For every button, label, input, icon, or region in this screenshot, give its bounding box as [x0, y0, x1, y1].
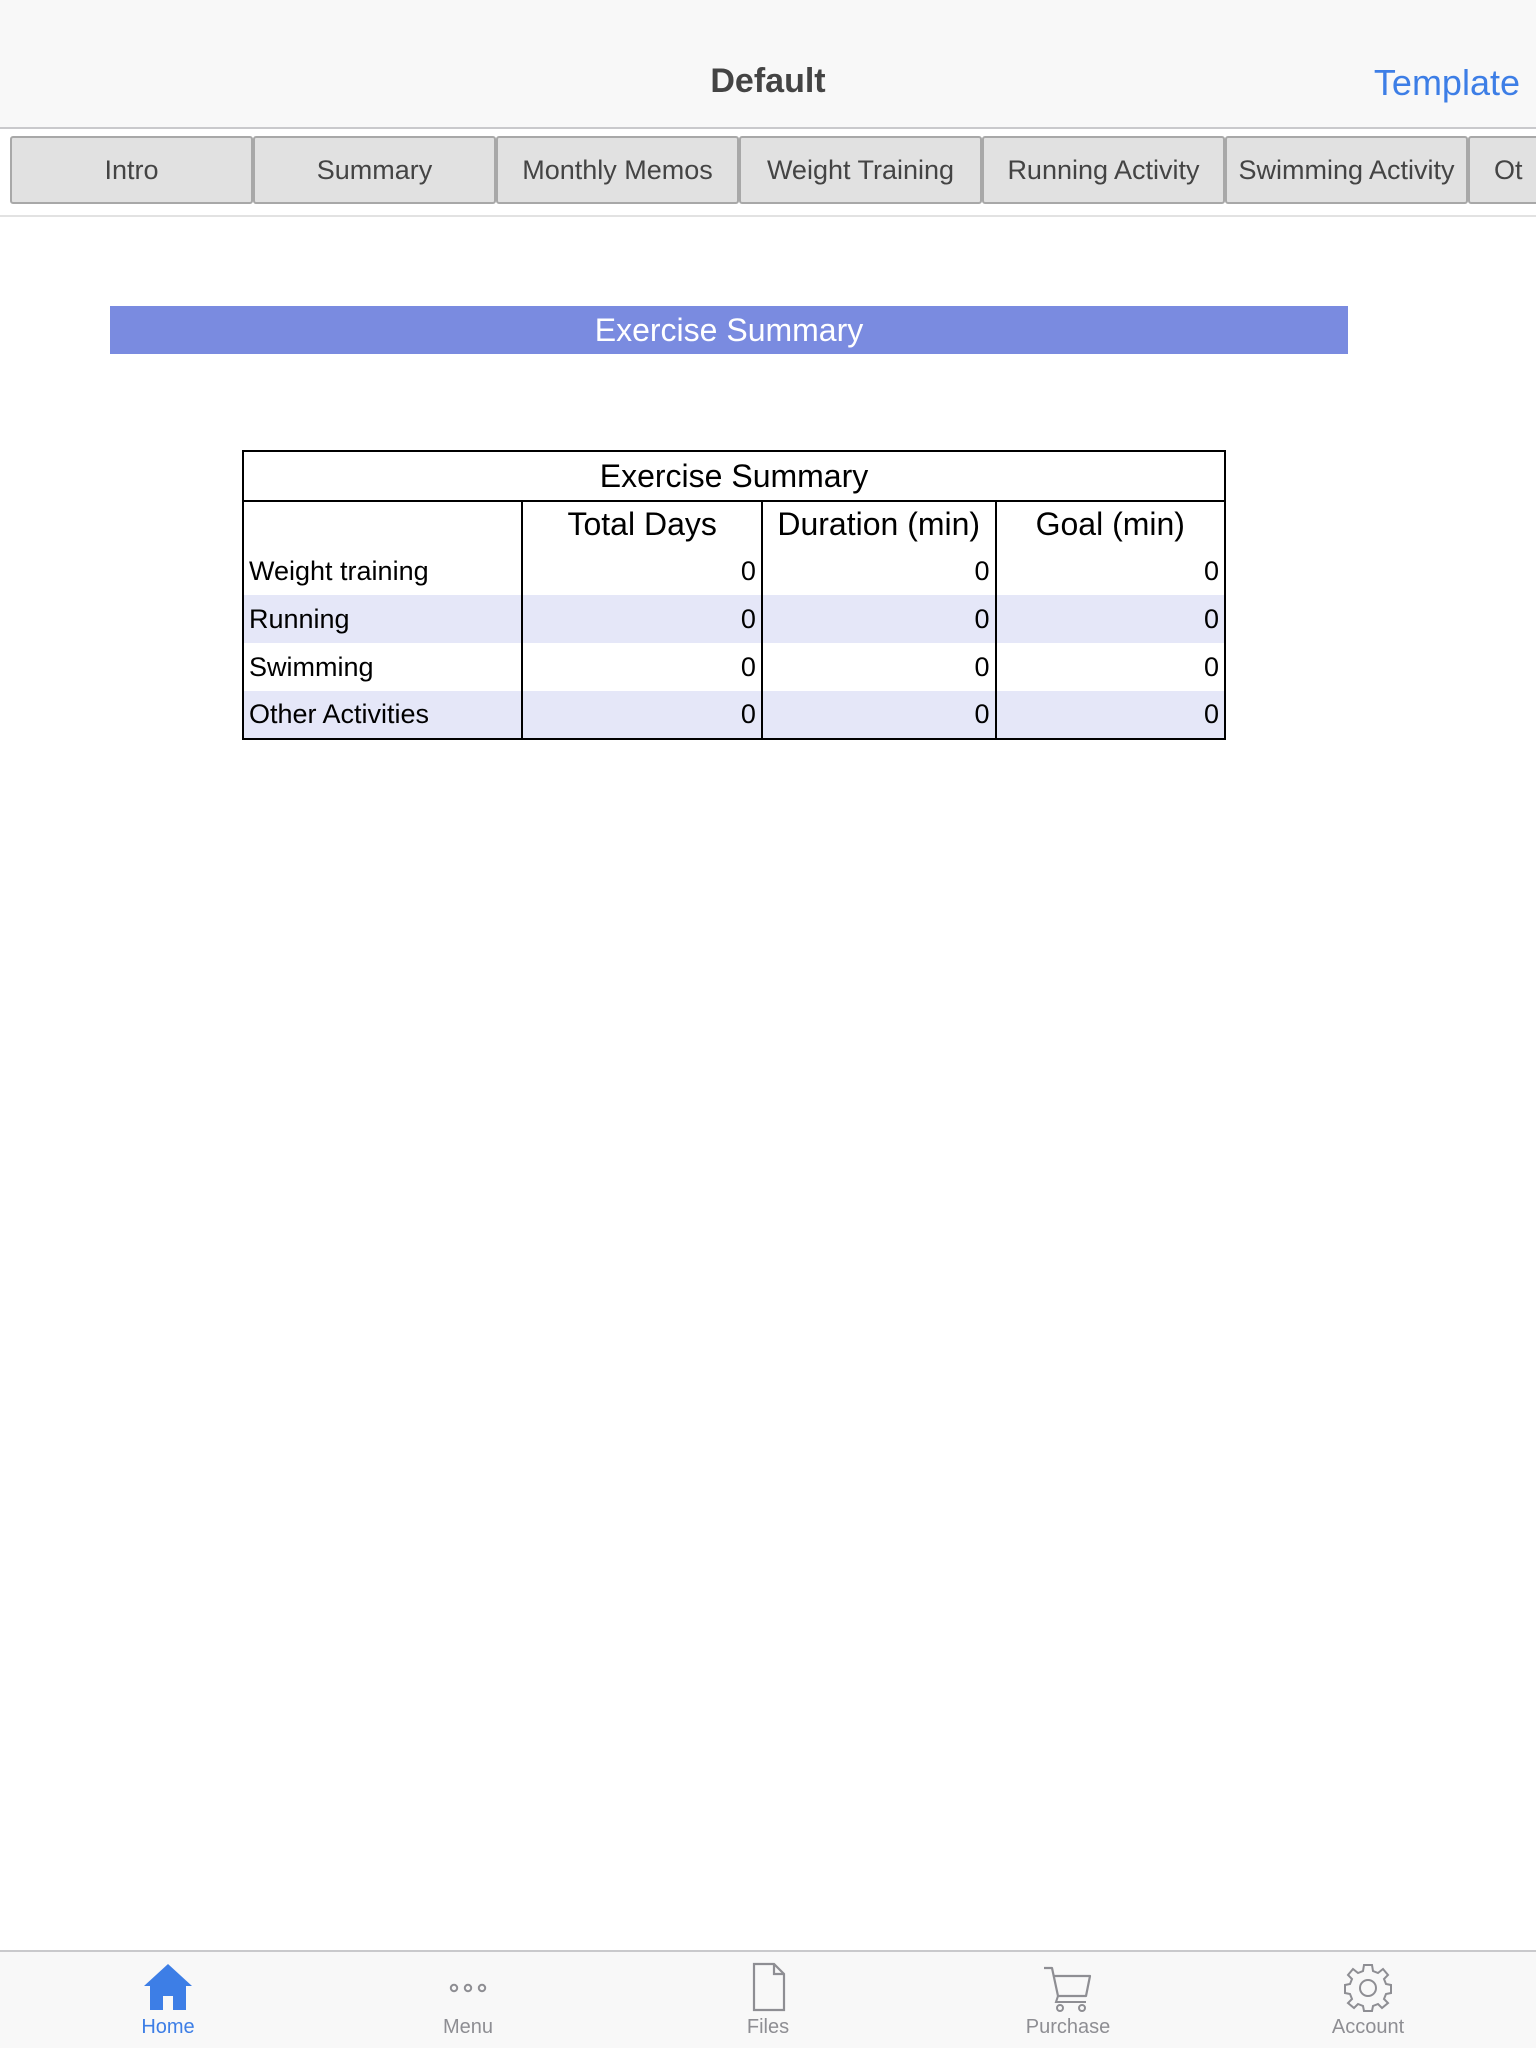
column-header-activity [243, 501, 522, 547]
bottom-tab-label: Account [1331, 2016, 1405, 2038]
cart-icon [1040, 1960, 1096, 2014]
bottom-tab-account[interactable] [1268, 1960, 1468, 2046]
tab-intro[interactable]: Intro [10, 136, 253, 204]
bottom-tab-purchase[interactable] [968, 1960, 1168, 2046]
bottom-tab-label: Menu [442, 2016, 494, 2038]
sheet-tab-bar[interactable] [0, 129, 1536, 217]
column-header-goal: Goal (min) [996, 501, 1225, 547]
table-row [243, 547, 1225, 595]
duration-cell[interactable]: 0 [762, 547, 996, 595]
goal-cell[interactable]: 0 [996, 595, 1225, 643]
table-row [243, 691, 1225, 739]
more-icon [440, 1960, 496, 2014]
duration-cell[interactable]: 0 [762, 595, 996, 643]
tab-monthly-memos[interactable]: Monthly Memos [496, 136, 739, 204]
column-header-total-days: Total Days [522, 501, 761, 547]
duration-cell[interactable]: 0 [762, 643, 996, 691]
bottom-tab-files[interactable] [668, 1960, 868, 2046]
tab-other-activities[interactable]: Ot [1468, 136, 1536, 204]
table-header-row [243, 501, 1225, 547]
row-label[interactable]: Other Activities [243, 691, 522, 739]
document-title: Default [710, 62, 826, 100]
table-title-row [243, 451, 1225, 501]
template-button[interactable]: Template [1373, 62, 1520, 103]
goal-cell[interactable]: 0 [996, 691, 1225, 739]
total-days-cell[interactable]: 0 [522, 547, 761, 595]
file-icon [740, 1960, 796, 2014]
total-days-cell[interactable]: 0 [522, 643, 761, 691]
home-icon [140, 1960, 196, 2014]
total-days-cell[interactable]: 0 [522, 691, 761, 739]
bottom-tab-label: Files [746, 2016, 790, 2038]
row-label[interactable]: Running [243, 595, 522, 643]
bottom-tab-menu[interactable] [368, 1960, 568, 2046]
gear-icon [1340, 1960, 1396, 2014]
bottom-tab-bar [0, 1950, 1536, 2048]
total-days-cell[interactable]: 0 [522, 595, 761, 643]
tab-swimming-activity[interactable]: Swimming Activity [1225, 136, 1468, 204]
column-header-duration: Duration (min) [762, 501, 996, 547]
bottom-tab-home[interactable] [68, 1960, 268, 2046]
tab-weight-training[interactable]: Weight Training [739, 136, 982, 204]
goal-cell[interactable]: 0 [996, 547, 1225, 595]
tab-summary[interactable]: Summary [253, 136, 496, 204]
tab-running-activity[interactable]: Running Activity [982, 136, 1225, 204]
duration-cell[interactable]: 0 [762, 691, 996, 739]
table-title: Exercise Summary [243, 451, 1225, 501]
table-row [243, 595, 1225, 643]
exercise-summary-table [242, 450, 1226, 740]
navigation-bar [0, 0, 1536, 129]
row-label[interactable]: Swimming [249, 651, 374, 682]
table-row [243, 643, 1225, 691]
bottom-tab-label: Purchase [1025, 2016, 1111, 2038]
goal-cell[interactable]: 0 [996, 643, 1225, 691]
section-banner: Exercise Summary [110, 306, 1348, 354]
bottom-tab-label: Home [141, 2016, 195, 2038]
sheet-tabs [10, 136, 1536, 204]
row-label[interactable]: Weight training [249, 555, 429, 586]
